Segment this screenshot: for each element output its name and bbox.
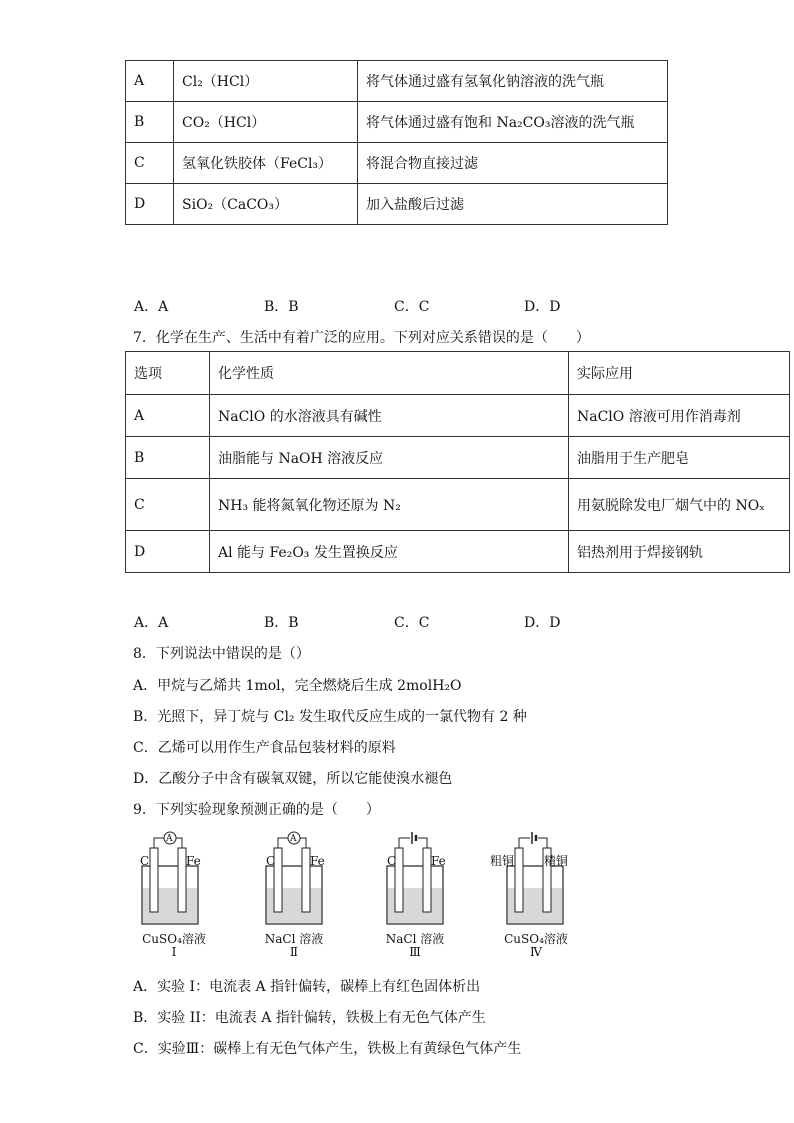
q9-stem: 9．下列实验现象预测正确的是（ ） [133,802,380,818]
row-label: C [126,143,174,184]
row-label: B [126,437,210,479]
header-label: 选项 [126,352,210,395]
table-header-row [126,352,790,395]
option-d[interactable]: D．D [524,299,561,315]
cell-numeral: Ⅱ [289,945,299,959]
property-cell: NaClO 的水溶液具有碱性 [210,395,569,437]
option-b[interactable]: B．B [264,615,299,631]
option-a[interactable]: A．A [134,299,169,315]
electrode-label-right: Fe [186,854,201,868]
table-row [126,479,790,531]
table-row [126,531,790,573]
header-application: 实际应用 [569,352,790,395]
q7-stem: 7．化学在生产、生活中有着广泛的应用。下列对应关系错误的是（ ） [133,330,590,346]
table-q6 [125,60,668,225]
electrolysis-cell-diagram [383,828,449,930]
q8-stem: 8．下列说法中错误的是（） [133,646,310,662]
q8-choice-c[interactable]: C．乙烯可以用作生产食品包装材料的原料 [133,740,396,756]
row-label: A [126,61,174,102]
option-a[interactable]: A．A [134,615,169,631]
electrode-label-left: 粗铜 [490,854,515,868]
electrode-label-right: Fe [310,854,325,868]
electrode-label-right: 精铜 [544,854,569,868]
application-cell: NaClO 溶液可用作消毒剂 [569,395,790,437]
q8-choice-b[interactable]: B．光照下，异丁烷与 Cl₂ 发生取代反应生成的一氯代物有 2 种 [133,709,527,725]
electrolysis-cell-diagram [503,828,569,930]
row-label: D [126,184,174,225]
substance-cell: CO₂（HCl） [174,102,358,143]
method-cell: 将气体通过盛有饱和 Na₂CO₃溶液的洗气瓶 [358,102,668,143]
substance-cell: SiO₂（CaCO₃） [174,184,358,225]
property-cell: Al 能与 Fe₂O₃ 发生置换反应 [210,531,569,573]
table-row [126,143,668,184]
table-row [126,395,790,437]
table-row [126,61,668,102]
cell-numeral: Ⅳ [530,945,542,959]
application-cell: 油脂用于生产肥皂 [569,437,790,479]
q9-choice-b[interactable]: B．实验 II：电流表 A 指针偏转，铁极上有无色气体产生 [133,1010,486,1026]
electrode-label-left: C [266,854,276,868]
method-cell: 将气体通过盛有氢氧化钠溶液的洗气瓶 [358,61,668,102]
q9-choice-a[interactable]: A．实验 I：电流表 A 指针偏转，碳棒上有红色固体析出 [133,979,481,995]
table-row [126,437,790,479]
table-q7 [125,351,790,573]
substance-cell: 氢氧化铁胶体（FeCl₃） [174,143,358,184]
q9-choice-c[interactable]: C．实验Ⅲ：碳棒上有无色气体产生，铁极上有黄绿色气体产生 [133,1041,522,1057]
row-label: B [126,102,174,143]
application-cell: 铝热剂用于焊接钢轨 [569,531,790,573]
q8-choice-a[interactable]: A．甲烷与乙烯共 1mol，完全燃烧后生成 2molH₂O [133,678,462,694]
electrode-label-left: C [387,854,397,868]
cell-numeral: Ⅰ [171,945,177,959]
row-label: A [126,395,210,437]
option-c[interactable]: C．C [394,615,430,631]
solution-label: NaCl 溶液 [385,932,445,946]
solution-label: CuSO₄溶液 [142,932,206,946]
table-row [126,102,668,143]
method-cell: 加入盐酸后过滤 [358,184,668,225]
option-c[interactable]: C．C [394,299,430,315]
q8-choice-d[interactable]: D．乙酸分子中含有碳氧双键，所以它能使溴水褪色 [133,771,453,787]
q6-options [134,296,654,316]
solution-label: NaCl 溶液 [264,932,324,946]
property-cell: NH₃ 能将氮氧化物还原为 N₂ [210,479,569,531]
option-d[interactable]: D．D [524,615,561,631]
row-label: C [126,479,210,531]
ammeter-label: A [166,834,173,844]
solution-label: CuSO₄溶液 [504,932,568,946]
header-property: 化学性质 [210,352,569,395]
electrode-label-right: Fe [431,854,446,868]
property-cell: 油脂能与 NaOH 溶液反应 [210,437,569,479]
application-cell: 用氨脱除发电厂烟气中的 NOₓ [569,479,790,531]
table-row [126,184,668,225]
row-label: D [126,531,210,573]
method-cell: 将混合物直接过滤 [358,143,668,184]
cell-numeral: Ⅲ [409,945,421,959]
q7-options [134,612,654,632]
ammeter-label: A [290,834,297,844]
option-b[interactable]: B．B [264,299,299,315]
electrode-label-left: C [140,854,150,868]
substance-cell: Cl₂（HCl） [174,61,358,102]
